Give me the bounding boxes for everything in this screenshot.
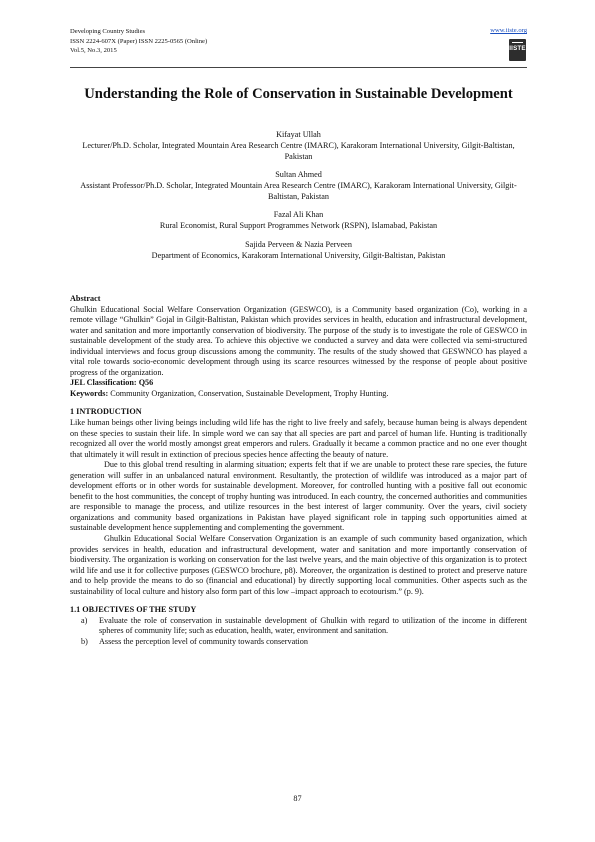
header-divider [70, 67, 527, 68]
intro-paragraph: Due to this global trend resulting in alarming situation; experts felt that if we are unable to protect these rare species, the future generation will suffer in an unbalanced natural environment. Resultantly, the protection of wildlife was introduced as a major part of development efforts or in other words for sustainable development. Moreover, for controlled hunting with a positive fall out economic benefit to the host communities, the concept of trophy hunting was introduced. In each country, the concerned authorities and communities are responsible to manage the process, and utilize resources in the best interest of larger community. Over the years, civil society organizations and community based organizations in Pakistan have played significant role in tapping such opportunities aimed at sustainable development hence supplementing and complementing the government. [70, 460, 527, 533]
logo-bar [512, 42, 523, 43]
objectives-list [70, 616, 527, 648]
abstract-heading: Abstract [70, 294, 101, 303]
journal-name: Developing Country Studies [70, 28, 146, 35]
journal-volume: Vol.5, No.3, 2015 [70, 47, 117, 55]
paper-title: Understanding the Role of Conservation in Sustainable Development [84, 86, 513, 102]
author-affiliation: Lecturer/Ph.D. Scholar, Integrated Mountain Area Research Centre (IMARC), Karakoram International University, Gilgit-Baltistan, Pakistan [82, 140, 515, 161]
author-name: Kifayat Ullah [276, 130, 321, 139]
list-marker: a) [81, 615, 88, 625]
logo-text: IISTE [509, 45, 526, 52]
list-item [70, 616, 527, 637]
keywords-label: Keywords: [70, 388, 109, 398]
keywords-text: Community Organization, Conservation, Sustainable Development, Trophy Hunting. [110, 388, 389, 398]
intro-paragraph: Ghulkin Educational Social Welfare Conservation Organization is an example of such community based organization, which provides services in health, education and infrastructural development, water and sanitation and more importantly conservation of biodiversity. The organization is working on conservation for the last twelve years, and the main objective of this organization is to protect wild life and use it for collective purposes (GESWCO brochure, p8). Moreover, the organization is destined to protect and preserve nature and to help provide the means to do so (financial and educational) by directly supporting local communities. Other aspects such as the sustainability of local culture and history also form part of this low –impact approach to ecotourism.” (p. 9). [70, 534, 527, 596]
author-entry [70, 170, 527, 203]
list-marker: b) [81, 636, 88, 646]
introduction-heading: 1 INTRODUCTION [70, 407, 142, 417]
author-name: Sultan Ahmed [275, 170, 322, 180]
author-name: Sajida Perveen & Nazia Perveen [245, 239, 352, 249]
jel-classification: JEL Classification: Q56 [70, 378, 154, 388]
author-entry [70, 130, 527, 163]
journal-url-link[interactable]: www.iiste.org [490, 27, 527, 34]
author-name: Fazal Ali Khan [273, 210, 324, 220]
author-block [70, 130, 527, 269]
author-entry [70, 240, 527, 262]
list-item [70, 637, 527, 648]
list-item-text: Evaluate the role of conservation in sustainable development of Ghulkin with regard to utilization of the income in different spheres of community life; such as education, health, water, environment and sanitation. [99, 615, 527, 636]
author-affiliation: Assistant Professor/Ph.D. Scholar, Integrated Mountain Area Research Centre (IMARC), Karakoram International University, Gilgit-Baltistan, Pakistan [80, 181, 517, 202]
journal-header [70, 27, 207, 56]
author-affiliation: Rural Economist, Rural Support Programmes Network (RSPN), Islamabad, Pakistan [159, 221, 438, 231]
journal-issn: ISSN 2224-607X (Paper) ISSN 2225-0565 (Online) [70, 37, 208, 45]
abstract-text: Ghulkin Educational Social Welfare Conservation Organization (GESWCO), is a Community based organization (Co), working in a remote village “Ghulkin” Gojal in Gilgit-Baltistan, Pakistan which provides services in health, education and infrastructural development, water and sanitation and more importantly conservation of biodiversity. The purpose of the study is to investigate the role of GESWCO in sustainable development of the study area. To achieve this objective we conducted a survey and data were collected via semi-structured individual interviews and focus group discussions among the community. The results of the study showed that GESWNCO has played a vital role towards socio-economic development through using its scarce resources witnessed by the response of people about positive progress of the organization. [70, 304, 527, 377]
author-affiliation: Department of Economics, Karakoram International University, Gilgit-Baltistan, Pakistan [151, 250, 446, 260]
paper-body [70, 294, 527, 648]
iiste-logo-icon [509, 39, 526, 61]
keywords-line [70, 389, 527, 400]
list-item-text: Assess the perception level of community towards conservation [99, 636, 308, 646]
intro-paragraph: Like human beings other living beings including wild life has the right to live freely and safely, because human being is always dependent on these species to sustain their life. In simple word we can say that all species are part and parcel of human life. Hunting is traditionally recognized all over the world mostly amongst great emperors and rulers. Gradually it became a common practice and no one ever thought that ultimately it will result in extinction of precious species hence affecting the beauty of nature. [70, 418, 527, 459]
objectives-heading: 1.1 OBJECTIVES OF THE STUDY [70, 605, 197, 615]
author-entry [70, 210, 527, 232]
page-number: 87 [293, 794, 302, 803]
